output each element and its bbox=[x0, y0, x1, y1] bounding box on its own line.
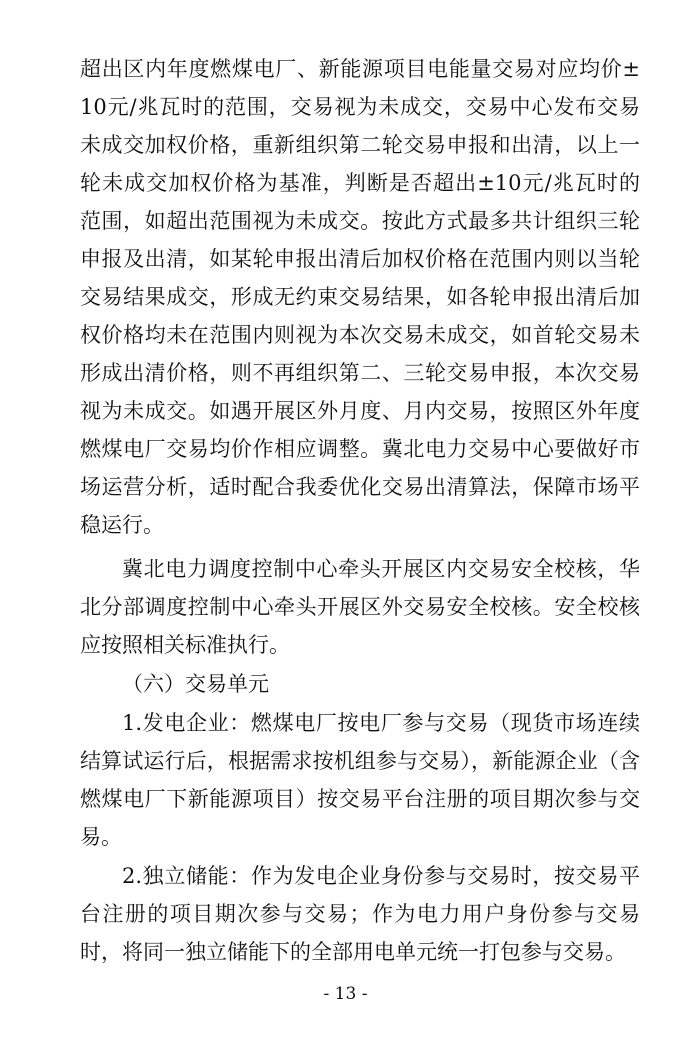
text-line: 冀北电力调度控制中心牵头开展区内交易安全校核，华 bbox=[122, 557, 640, 581]
text-line: 台注册的项目期次参与交易；作为电力用户身份参与交易 bbox=[80, 902, 640, 926]
text-line: 时，将同一独立储能下的全部用电单元统一打包参与交易。 bbox=[80, 940, 626, 964]
paragraph-price-rules bbox=[80, 50, 640, 544]
text-line: 结算试运行后，根据需求按机组参与交易），新能源企业（含 bbox=[80, 749, 640, 773]
text-line: 权价格均未在范围内则视为本次交易未成交，如首轮交易未 bbox=[80, 323, 640, 347]
paragraph-independent-storage bbox=[80, 857, 640, 971]
page-number: - 13 - bbox=[323, 984, 368, 1004]
text-line: 场运营分析，适时配合我委优化交易出清算法，保障市场平 bbox=[80, 475, 640, 499]
text-line: 燃煤电厂交易均价作相应调整。冀北电力交易中心要做好市 bbox=[80, 437, 640, 461]
text-line: 2.独立储能：作为发电企业身份参与交易时，按交易平 bbox=[122, 864, 640, 888]
section-heading-text: （六）交易单元 bbox=[122, 672, 269, 696]
text-line: 形成出清价格，则不再组织第二、三轮交易申报，本次交易 bbox=[80, 361, 640, 385]
section-heading bbox=[80, 665, 640, 703]
text-line: 超出区内年度燃煤电厂、新能源项目电能量交易对应均价± bbox=[80, 57, 640, 81]
text-line: 范围，如超出范围视为未成交。按此方式最多共计组织三轮 bbox=[80, 209, 640, 233]
paragraph-generation-enterprises bbox=[80, 704, 640, 856]
text-line: 未成交加权价格，重新组织第二轮交易申报和出清，以上一 bbox=[80, 133, 640, 157]
text-line: 燃煤电厂下新能源项目）按交易平台注册的项目期次参与交 bbox=[80, 787, 640, 811]
text-line: 10元/兆瓦时的范围，交易视为未成交，交易中心发布交易 bbox=[80, 95, 640, 119]
text-line: 视为未成交。如遇开展区外月度、月内交易，按照区外年度 bbox=[80, 399, 640, 423]
text-line: 申报及出清，如某轮申报出清后加权价格在范围内则以当轮 bbox=[80, 247, 640, 271]
text-line: 轮未成交加权价格为基准，判断是否超出±10元/兆瓦时的 bbox=[80, 171, 640, 195]
text-line: 1.发电企业：燃煤电厂按电厂参与交易（现货市场连续 bbox=[122, 711, 640, 735]
text-line: 易。 bbox=[80, 825, 122, 849]
text-line: 稳运行。 bbox=[80, 513, 164, 537]
text-line: 交易结果成交，形成无约束交易结果，如各轮申报出清后加 bbox=[80, 285, 640, 309]
text-line: 应按照相关标准执行。 bbox=[80, 633, 290, 657]
paragraph-safety-check bbox=[80, 550, 640, 664]
text-line: 北分部调度控制中心牵头开展区外交易安全校核。安全校核 bbox=[80, 595, 640, 619]
